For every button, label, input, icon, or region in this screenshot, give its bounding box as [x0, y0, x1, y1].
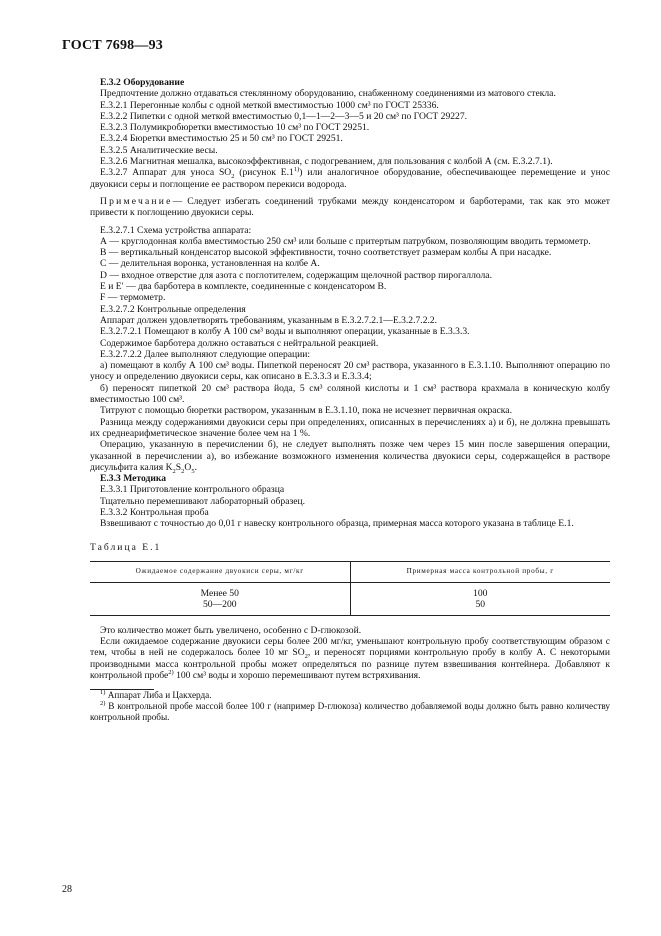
table-header-row [90, 561, 610, 582]
table-cell-value: 50 [475, 598, 486, 610]
table-caption: Таблица Е.1 [90, 541, 162, 553]
footnote-ref: 2) [168, 668, 174, 676]
page-body [90, 77, 610, 723]
subscript: 2 [304, 653, 308, 661]
section-e33-heading: Е.3.3 Методика [100, 473, 167, 485]
section-e32-intro: Предпочтение должно отдаваться стеклянному оборудованию, снабженному соединениями из матового стекла. [100, 88, 556, 100]
scheme-item: В — вертикальный конденсатор высокой эффективности, точно соответствует размерам колбы А при насадке. [100, 247, 552, 259]
control-line: б) переносят пипеткой 20 см³ раствора йода, 5 см³ соляной кислоты и 1 см³ раствора крахмала в коническую колбу вместимостью 100 см³. [90, 382, 610, 406]
equipment-item-327 [90, 167, 610, 190]
control-line: Содержимое барботера должно оставаться с нейтральной реакцией. [100, 337, 379, 349]
after-table-paragraph [90, 636, 610, 681]
text-run: 100 см³ воды и хорошо перемешивают путем встряхивания. [173, 670, 421, 682]
standard-header: ГОСТ 7698—93 [62, 38, 163, 53]
footnote-text: В контрольной пробе массой более 100 г (например D-глюкоза) количество добавляемой воды должно быть равно количеству контрольной пробы. [90, 701, 610, 723]
control-line: Разница между содержаниями двуокиси серы при определениях, описанных в перечислениях а) и б), не должна превышать их среднеарифметическое значение более чем на 1 %. [90, 416, 610, 439]
table-cell-value: 50—200 [202, 598, 237, 610]
table-cell-value: 100 [473, 587, 488, 599]
footnote-mark: 1) [100, 689, 106, 697]
equipment-item: Е.3.2.2 Пипетки с одной меткой вместимостью 0,1—1—2—3—5 и 20 см³ по ГОСТ 29227. [100, 110, 468, 122]
scheme-item: А — круглодонная колба вместимостью 250 см³ или больше с притертым патрубком, позволяющим вводить термометр. [100, 235, 591, 247]
text-run: ) или аналогичное оборудование, обеспечивающее перемещение и унос двуокиси серы и поглощение ее раствором перекиси водорода. [90, 167, 610, 190]
operation-paragraph [90, 439, 610, 473]
control-line: Аппарат должен удовлетворять требованиям, указанным в Е.3.2.7.2.1—Е.3.2.7.2.2. [100, 314, 438, 326]
text-run: , и переносят порциями контрольную пробу в колбу А. С некоторыми производными масса контрольной пробы может определяться по разнице путем взвешивания контейнера. Добавляют к контрольной пробе [90, 647, 610, 682]
scheme-item: D — входное отверстие для азота с поглотителем, содержащим щелочной раствор пирогаллола. [100, 269, 492, 281]
footnote-text: Аппарат Либа и Цакхерда. [105, 690, 212, 701]
subscript: 2 [231, 173, 235, 181]
scheme-item: Е и Е′ — два барботера в комплекте, соединенные с конденсатором В. [100, 281, 387, 293]
equipment-item: Е.3.2.3 Полумикробюретки вместимостью 10 см³ по ГОСТ 29251. [100, 122, 370, 134]
equipment-item: Е.3.2.4 Бюретки вместимостью 25 и 50 см³ по ГОСТ 29251. [100, 133, 343, 145]
footnote-ref: 1) [293, 166, 300, 174]
table-cell [350, 582, 610, 615]
method-line: Взвешивают с точностью до 0,01 г навеску контрольного образца, примерная масса которого указана в таблице Е.1. [100, 518, 574, 530]
page-number: 28 [62, 884, 72, 895]
control-line: Титруют с помощью бюретки раствором, указанным в Е.3.1.10, пока не исчезнет первичная окраска. [100, 405, 512, 417]
control-title: Е.3.2.7.2 Контрольные определения [100, 303, 246, 315]
table-header-cell: Ожидаемое содержание двуокиси серы, мг/кг [90, 561, 350, 582]
equipment-item: Е.3.2.1 Перегонные колбы с одной меткой вместимостью 1000 см³ по ГОСТ 25336. [100, 99, 439, 111]
note-label: Примечание [100, 195, 173, 207]
text-run: (рисунок Е.1 [234, 167, 294, 179]
text-run: Если ожидаемое содержание двуокиси серы более 200 мг/кг, уменьшают контрольную пробу соответствующим образом с тем, чтобы в ней не содержалось более 10 мг SO [90, 636, 610, 659]
method-line: Е.3.3.1 Приготовление контрольного образца [100, 484, 285, 496]
text-run: Операцию, указанную в перечислении б), не следует выполнять позже чем через 15 мин после завершения операции, указанной в перечислении а), во избежание возможного изменения количества двуокиси серы, содержащейся в растворе дисульфита калия K [90, 439, 610, 473]
control-line: Е.3.2.7.2.2 Далее выполняют следующие операции: [100, 348, 311, 360]
scheme-item: F — термометр. [100, 292, 166, 304]
scheme-item: С — делительная воронка, установленная на колбе А. [100, 258, 320, 270]
subscript: 2 [172, 467, 176, 475]
subscript: 5 [191, 467, 195, 475]
section-e32-heading: Е.3.2 Оборудование [100, 77, 185, 88]
footnote-mark: 2) [100, 700, 106, 708]
footnote [90, 690, 610, 701]
method-line: Тщательно перемешивают лабораторный образец. [100, 495, 306, 507]
table-cell-value: Менее 50 [200, 587, 239, 599]
method-line: Е.3.3.2 Контрольная проба [100, 506, 209, 518]
text-run: O [184, 461, 192, 473]
text-run: Е.3.2.7 Аппарат для уноса SO [100, 167, 232, 179]
equipment-item: Е.3.2.6 Магнитная мешалка, высокоэффективная, с подогреванием, для пользования с колбой А (см. Е.3.2.7.1). [100, 156, 553, 168]
control-line: а) помещают в колбу А 100 см³ воды. Пипеткой переносят 20 см³ раствора, указанного в Е.3.1.10. Выполняют операцию по уносу и определению двуокиси серы, как описано в Е.3.3.3 и Е.3.3.4; [90, 360, 610, 383]
sample-mass-table [90, 561, 610, 616]
note-text: — Следует избегать соединений трубками между конденсатором и барботерами, так как это может привести к поглощению двуокиси серы. [90, 195, 610, 219]
footnote [90, 701, 610, 723]
subscript: 2 [181, 467, 185, 475]
text-run: . [194, 461, 197, 473]
note [90, 196, 610, 219]
after-table-line: Это количество может быть увеличено, особенно с D-глюкозой. [100, 624, 362, 636]
text-run: S [175, 461, 182, 473]
table-header-cell: Примерная масса контрольной пробы, г [350, 561, 610, 582]
scheme-title: Е.3.2.7.1 Схема устройства аппарата: [100, 224, 252, 236]
control-line: Е.3.2.7.2.1 Помещают в колбу А 100 см³ воды и выполняют операции, указанные в Е.3.3.3. [100, 326, 470, 338]
table-cell [90, 582, 350, 615]
table-row [90, 582, 610, 615]
equipment-item: Е.3.2.5 Аналитические весы. [100, 144, 218, 156]
